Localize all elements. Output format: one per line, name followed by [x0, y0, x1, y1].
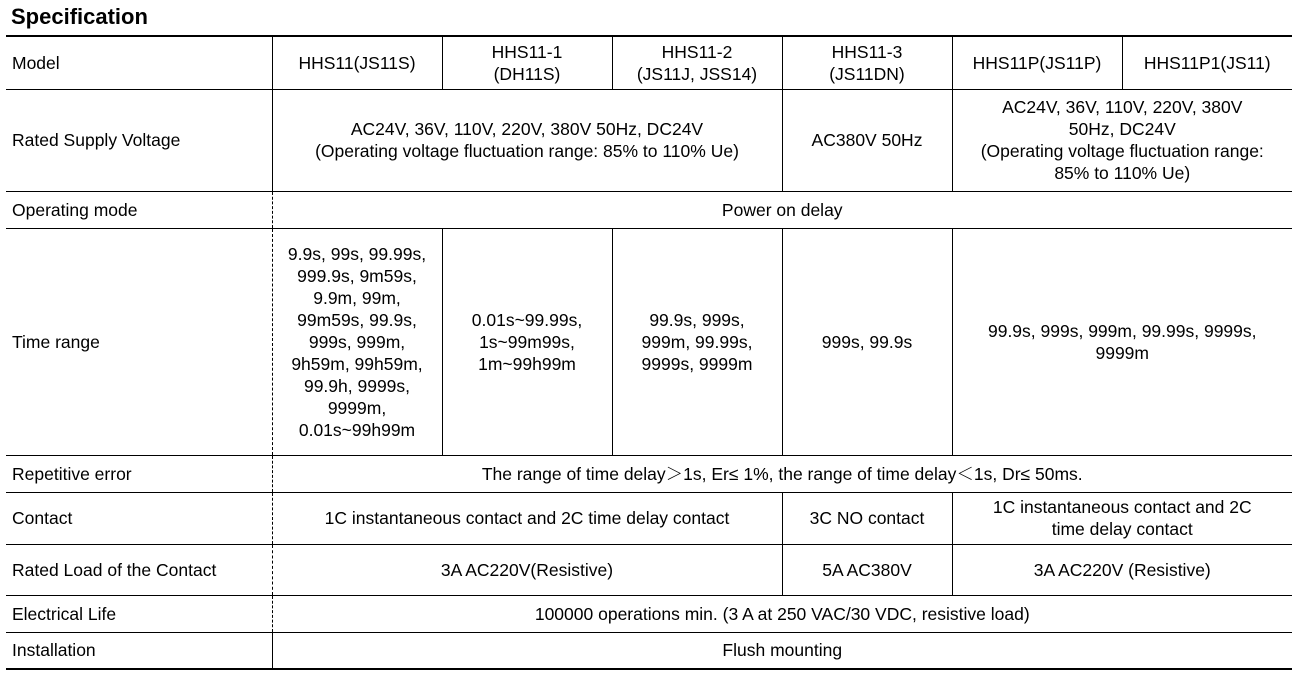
row-contact [6, 492, 1292, 544]
row-label-contact: Contact [12, 508, 73, 528]
row-label-time-range: Time range [12, 331, 100, 352]
rated-load-group-c: 3A AC220V (Resistive) [952, 544, 1292, 595]
row-label-rated-load: Rated Load of the Contact [12, 559, 217, 580]
voltage-group-a: AC24V, 36V, 110V, 220V, 380V 50Hz, DC24V (Operating voltage fluctuation range: 85% to 110% Ue) [272, 89, 782, 191]
contact-group-b: 3C NO contact [782, 492, 952, 544]
row-repetitive-error [6, 455, 1292, 492]
row-time-range [6, 228, 1292, 455]
time-range-hhs11-1: 0.01s~99.99s, 1s~99m99s, 1m~99h99m [442, 228, 612, 455]
electrical-life-value: 100000 operations min. (3 A at 250 VAC/30 VDC, resistive load) [272, 595, 1292, 632]
rated-load-group-a: 3A AC220V(Resistive) [272, 544, 782, 595]
time-range-hhs11p: 99.9s, 999s, 999m, 99.99s, 9999s, 9999m [952, 228, 1292, 455]
voltage-group-c: AC24V, 36V, 110V, 220V, 380V 50Hz, DC24V (Operating voltage fluctuation range: 85% to 110% Ue) [952, 89, 1292, 191]
row-electrical-life [6, 595, 1292, 632]
time-range-hhs11-2: 99.9s, 999s, 999m, 99.99s, 9999s, 9999m [612, 228, 782, 455]
model-hhs11p: HHS11P(JS11P) [952, 36, 1122, 89]
row-operating-mode [6, 191, 1292, 228]
row-rated-supply-voltage [6, 89, 1292, 191]
model-hhs11: HHS11(JS11S) [272, 36, 442, 89]
row-label-repetitive-error: Repetitive error [12, 463, 132, 484]
row-label-installation: Installation [12, 640, 96, 661]
operating-mode-value: Power on delay [272, 191, 1292, 228]
time-range-hhs11: 9.9s, 99s, 99.99s, 999.9s, 9m59s, 9.9m, 99m, 99m59s, 99.9s, 999s, 999m, 9h59m, 99h59m, 99.9h, 9999s, 9999m, 0.01s~99h99m [272, 228, 442, 455]
rated-load-group-b: 5A AC380V [782, 544, 952, 595]
page-title: Specification [11, 4, 148, 29]
installation-value: Flush mounting [272, 632, 1292, 669]
row-installation [6, 632, 1292, 669]
model-hhs11-2: HHS11-2 (JS11J, JSS14) [612, 36, 782, 89]
specification-table [6, 35, 1292, 670]
repetitive-error-value: The range of time delay＞1s, Er≤ 1%, the range of time delay＜1s, Dr≤ 50ms. [272, 455, 1292, 492]
row-label-electrical-life: Electrical Life [12, 603, 117, 624]
model-hhs11-3: HHS11-3 (JS11DN) [782, 36, 952, 89]
row-label-operating-mode: Operating mode [12, 199, 138, 220]
row-model [6, 36, 1292, 89]
time-range-hhs11-3: 999s, 99.9s [782, 228, 952, 455]
row-rated-load [6, 544, 1292, 595]
voltage-group-b: AC380V 50Hz [782, 89, 952, 191]
row-label-model: Model [12, 52, 60, 73]
model-hhs11p1: HHS11P1(JS11) [1122, 36, 1292, 89]
contact-group-a: 1C instantaneous contact and 2C time delay contact [272, 492, 782, 544]
row-label-rated-supply-voltage: Rated Supply Voltage [12, 130, 181, 150]
model-hhs11-1: HHS11-1 (DH11S) [442, 36, 612, 89]
contact-group-c: 1C instantaneous contact and 2C time delay contact [952, 492, 1292, 544]
